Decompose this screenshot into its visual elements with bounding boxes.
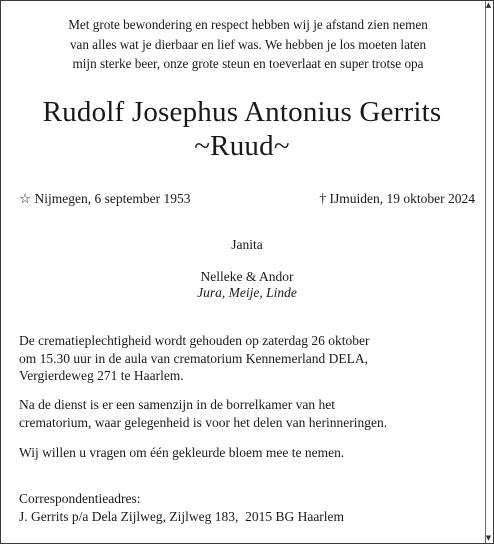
star-icon: ☆ [19, 191, 32, 206]
gathering-paragraph [19, 396, 481, 431]
scroll-up-arrow-icon[interactable]: ▲ [485, 1, 492, 9]
paragraph-line: crematorium, waar gelegenheid is voor het delen van herinneringen. [19, 414, 388, 430]
correspondence-block [19, 490, 481, 526]
scroll-down-arrow-icon[interactable]: ▼ [485, 534, 492, 542]
correspondence-address: J. Gerrits p/a Dela Zijlweg, Zijlweg 183, 2015 BG Haarlem [19, 509, 345, 524]
birth-info [19, 191, 190, 207]
paragraph-line: Na de dienst is er een samenzijn in de borrelkamer van het [19, 397, 336, 412]
correspondence-label: Correspondentieadres: [19, 491, 141, 506]
spouse-name: Janita [231, 237, 263, 252]
intro-line: mijn sterke beer, onze grote steun en toeverlaat en super trotse opa [72, 56, 424, 71]
birth-place-date: Nijmegen, 6 september 1953 [34, 191, 191, 206]
paragraph-line: Vergierdeweg 271 te Haarlem. [19, 368, 184, 383]
deceased-full-name: Rudolf Josephus Antonius Gerrits [42, 96, 442, 128]
intro-verse [18, 15, 478, 74]
grandchildren-names: Jura, Meije, Linde [197, 285, 297, 300]
death-info [319, 191, 475, 207]
children-names: Nelleke & Andor [200, 269, 294, 284]
death-place-date: IJmuiden, 19 oktober 2024 [329, 191, 475, 206]
intro-line: Met grote bewondering en respect hebben wij je afstand zien nemen [68, 17, 428, 32]
paragraph-line: Wij willen u vragen om één gekleurde bloem mee te nemen. [19, 445, 345, 460]
paragraph-line: om 15.30 uur in de aula van crematorium Kennemerland DELA, [19, 350, 369, 366]
flower-paragraph [19, 444, 481, 462]
deceased-name-block [0, 95, 484, 163]
deceased-nickname: ~Ruud~ [194, 130, 290, 162]
intro-line: van alles wat je dierbaar en lief was. We hebben je los moeten laten [69, 36, 427, 52]
paragraph-line: De crematieplechtigheid wordt gehouden op zaterdag 26 oktober [19, 333, 370, 348]
cross-icon: † [319, 191, 327, 206]
ceremony-paragraph [19, 332, 481, 385]
